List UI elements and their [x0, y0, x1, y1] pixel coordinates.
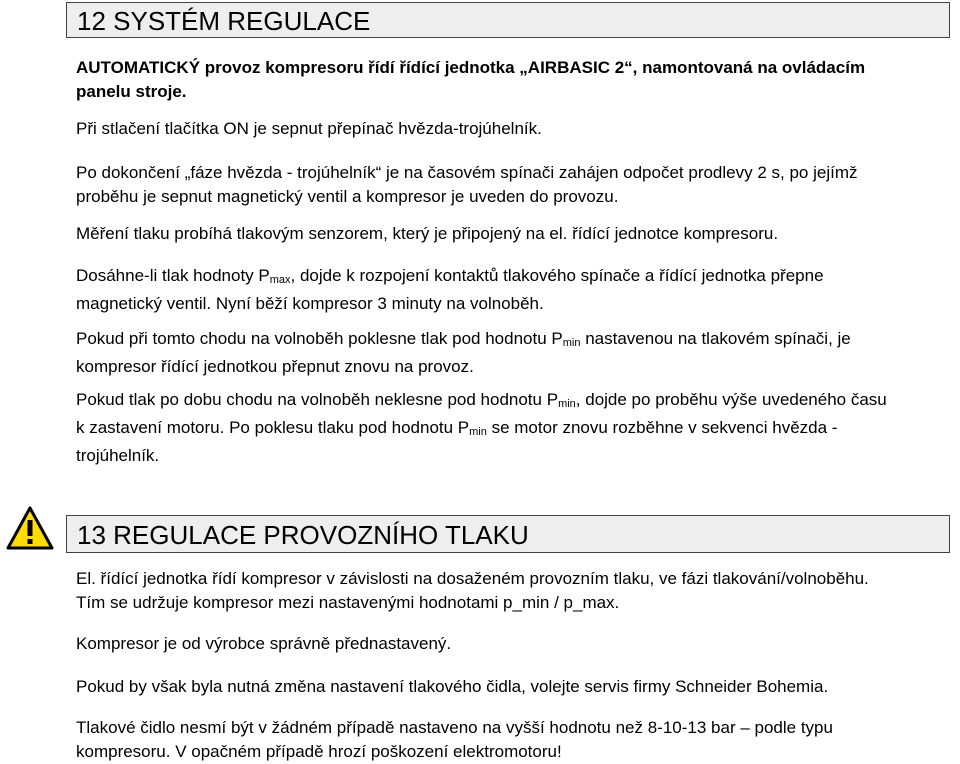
- paragraph-line: kompresor řídící jednotkou přepnut znovu na provoz.: [76, 357, 474, 376]
- paragraph-line: AUTOMATICKÝ provoz kompresoru řídí řídící jednotka „AIRBASIC 2“, namontovaná na ovládacím: [76, 58, 866, 77]
- section-12-paragraph-5: [76, 264, 956, 316]
- section-12-paragraph-4: Měření tlaku probíhá tlakovým senzorem, který je připojený na el. řídící jednotce kompresoru.: [76, 224, 779, 243]
- paragraph-line: Tím se udržuje kompresor mezi nastavenými hodnotami p_min / p_max.: [76, 593, 620, 612]
- section-13-paragraph-2: Kompresor je od výrobce správně přednastavený.: [76, 634, 452, 653]
- paragraph-text: Dosáhne-li tlak hodnoty P: [76, 266, 270, 285]
- section-12-title: 12 SYSTÉM REGULACE: [77, 6, 371, 36]
- section-12-paragraph-7: [76, 388, 956, 468]
- paragraph-line: magnetický ventil. Nyní běží kompresor 3 minuty na volnoběh.: [76, 294, 544, 313]
- paragraph-text: , dojde po proběhu výše uvedeného času: [575, 390, 887, 409]
- paragraph-text: k zastavení motoru. Po poklesu tlaku pod hodnotu P: [76, 418, 470, 437]
- paragraph-line: Po dokončení „fáze hvězda - trojúhelník“ je na časovém spínači zahájen odpočet prodlevy 2 s, po jejímž: [76, 163, 858, 182]
- section-12-paragraph-1: [76, 56, 956, 104]
- section-13-paragraph-1: [76, 567, 956, 615]
- section-12-heading: [66, 2, 950, 38]
- paragraph-text: Pokud tlak po dobu chodu na volnoběh neklesne pod hodnotu P: [76, 390, 559, 409]
- paragraph-line: proběhu je sepnut magnetický ventil a kompresor je uveden do provozu.: [76, 187, 619, 206]
- warning-triangle-icon: [6, 506, 54, 550]
- paragraph-text: se motor znovu rozběhne v sekvenci hvězda -: [486, 418, 838, 437]
- subscript-min: min: [469, 426, 487, 438]
- paragraph-line: trojúhelník.: [76, 446, 160, 465]
- section-12-paragraph-2: Při stlačení tlačítka ON je sepnut přepínač hvězda-trojúhelník.: [76, 119, 542, 138]
- paragraph-line: kompresoru. V opačném případě hrozí poškození elektromotoru!: [76, 742, 562, 761]
- subscript-min: min: [562, 337, 581, 349]
- paragraph-line: El. řídící jednotka řídí kompresor v závislosti na dosaženém provozním tlaku, ve fázi tlakování/volnoběhu.: [76, 569, 869, 588]
- paragraph-line: panelu stroje.: [76, 82, 187, 101]
- subscript-max: max: [269, 274, 291, 286]
- section-12-paragraph-3: [76, 161, 956, 209]
- paragraph-text: nastavenou na tlakovém spínači, je: [580, 329, 851, 348]
- section-13-paragraph-4: [76, 716, 956, 764]
- section-13-heading: [66, 515, 950, 553]
- section-13-title: 13 REGULACE PROVOZNÍHO TLAKU: [77, 520, 529, 550]
- subscript-min: min: [558, 398, 576, 410]
- paragraph-text: Pokud při tomto chodu na volnoběh poklesne tlak pod hodnotu P: [76, 329, 563, 348]
- section-12-paragraph-6: [76, 327, 956, 379]
- paragraph-line: Tlakové čidlo nesmí být v žádném případě nastaveno na vyšší hodnotu než 8-10-13 bar – podle typu: [76, 718, 833, 737]
- section-13-paragraph-3: Pokud by však byla nutná změna nastavení tlakového čidla, volejte servis firmy Schneider Bohemia.: [76, 677, 829, 696]
- paragraph-text: , dojde k rozpojení kontaktů tlakového spínače a řídící jednotka přepne: [290, 266, 824, 285]
